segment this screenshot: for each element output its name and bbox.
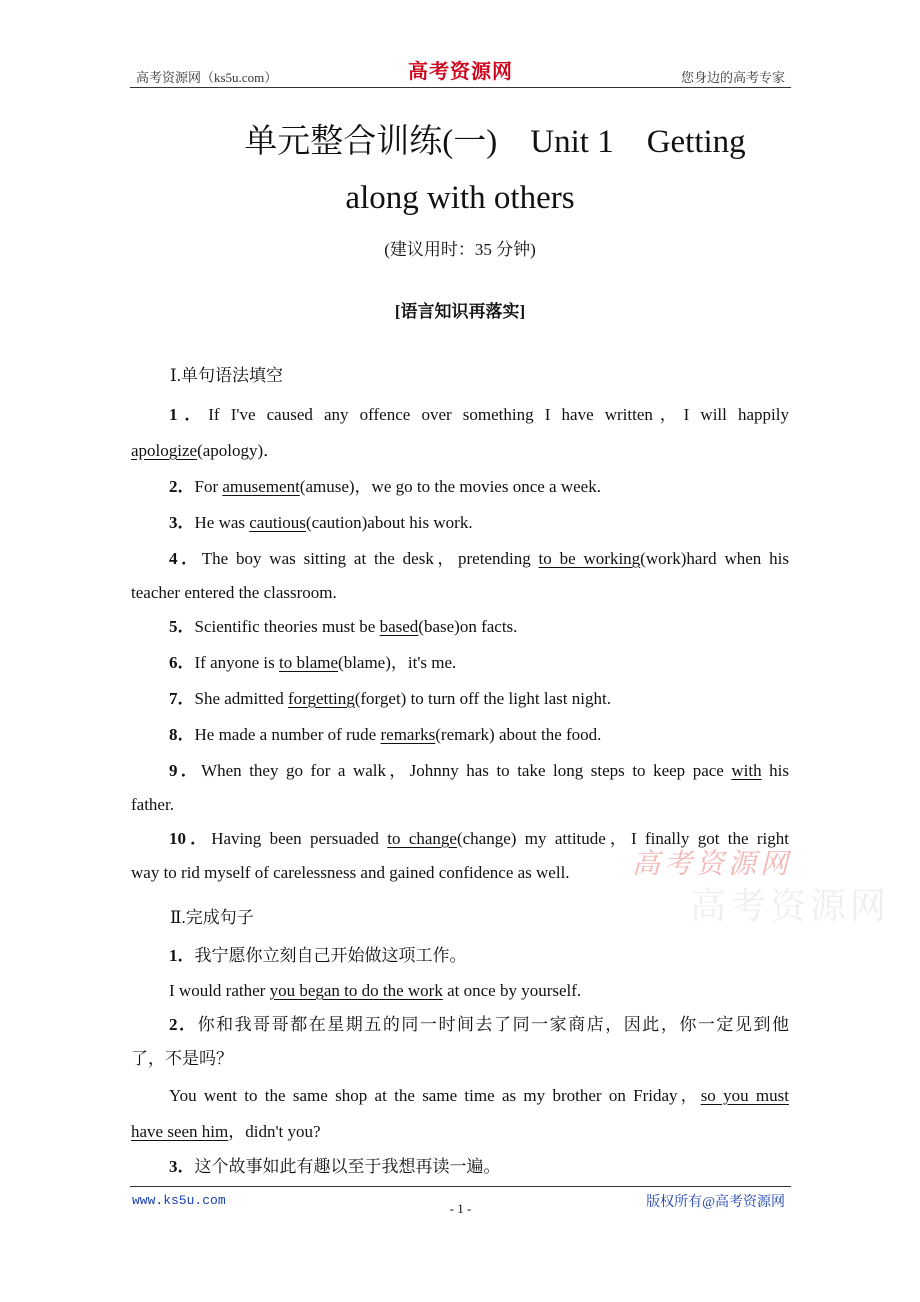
q7-line: 7．She admitted forgetting(forget) to turn off the light last night. — [169, 689, 611, 708]
answer: remarks — [380, 725, 436, 744]
section-tag: [语言知识再落实] — [394, 302, 526, 321]
s2-q2-en2: have seen him，didn't you? — [131, 1122, 321, 1141]
q2-line: 2．For amusement(amuse)，we go to the movies once a week. — [169, 477, 601, 496]
answer: based — [379, 617, 419, 636]
s2-q2-cn2: 了，不是吗？ — [131, 1049, 233, 1068]
page-title-line1: 单元整合训练(一) Unit 1 Getting — [244, 124, 746, 160]
q10-line: 10．Having been persuaded to change(change) my attitude，I finally got the right — [169, 829, 789, 848]
section2-heading: Ⅱ.完成句子 — [170, 908, 254, 927]
header-site-name: 高考资源网（ks5u.com） — [136, 70, 278, 85]
answer: to blame — [279, 653, 339, 672]
q-number: 1． — [169, 405, 209, 424]
q5-line: 5．Scientific theories must be based(base)on facts. — [169, 617, 518, 636]
q4-line: 4．The boy was sitting at the desk，pretending to be working(work)hard when his — [169, 549, 789, 568]
q1-line: 1．If I've caused any offence over something I have written，I will happily — [169, 405, 789, 424]
answer: cautious — [249, 513, 306, 532]
footer-copyright: 版权所有@高考资源网 — [646, 1195, 785, 1210]
s2-q3-cn: 3．这个故事如此有趣以至于我想再读一遍。 — [169, 1157, 501, 1176]
answer: with — [731, 761, 762, 780]
answer: to be working — [538, 549, 641, 568]
page-footer — [130, 1186, 791, 1217]
suggested-time: (建议用时：35 分钟) — [384, 240, 536, 259]
answer: forgetting — [287, 689, 355, 708]
q10-line2: way to rid myself of carelessness and gained confidence as well. — [131, 863, 570, 882]
answer: you began to do the work — [269, 981, 443, 1000]
s2-q1-cn: 1．我宁愿你立刻自己开始做这项工作。 — [169, 946, 467, 965]
watermark-red: 高考资源网 — [632, 849, 793, 880]
s2-q2-en: You went to the same shop at the same time as my brother on Friday，so you must — [169, 1086, 789, 1105]
q1-line2: apologize(apology)． — [131, 441, 281, 460]
page-number: - 1 - — [449, 1201, 472, 1216]
s2-q2-cn: 2．你和我哥哥都在星期五的同一时间去了同一家商店，因此，你一定见到他 — [169, 1015, 790, 1034]
page-title-line2: along with others — [345, 180, 575, 216]
answer: to change — [387, 829, 457, 848]
header-slogan: 您身边的高考专家 — [680, 70, 785, 85]
watermark-gray: 高考资源网 — [690, 886, 891, 926]
answer: have seen him — [131, 1122, 229, 1141]
header-logo: 高考资源网 — [408, 61, 513, 83]
q6-line: 6．If anyone is to blame(blame)，it's me. — [169, 653, 457, 672]
s2-q1-en: I would rather you began to do the work at once by yourself. — [169, 981, 582, 1000]
answer: amusement — [222, 477, 300, 496]
page-header — [130, 55, 791, 88]
q3-line: 3．He was cautious(caution)about his work. — [169, 513, 473, 532]
answer: so you must — [700, 1086, 789, 1105]
section1-heading: Ⅰ.单句语法填空 — [170, 366, 283, 385]
q9-line2: father. — [131, 795, 174, 814]
q4-line2: teacher entered the classroom. — [131, 583, 337, 602]
q8-line: 8．He made a number of rude remarks(remark) about the food. — [169, 725, 602, 744]
footer-url[interactable]: www.ks5u.com — [132, 1193, 226, 1208]
q9-line: 9．When they go for a walk，Johnny has to take long steps to keep pace with his — [169, 761, 789, 780]
answer: apologize — [131, 441, 198, 460]
